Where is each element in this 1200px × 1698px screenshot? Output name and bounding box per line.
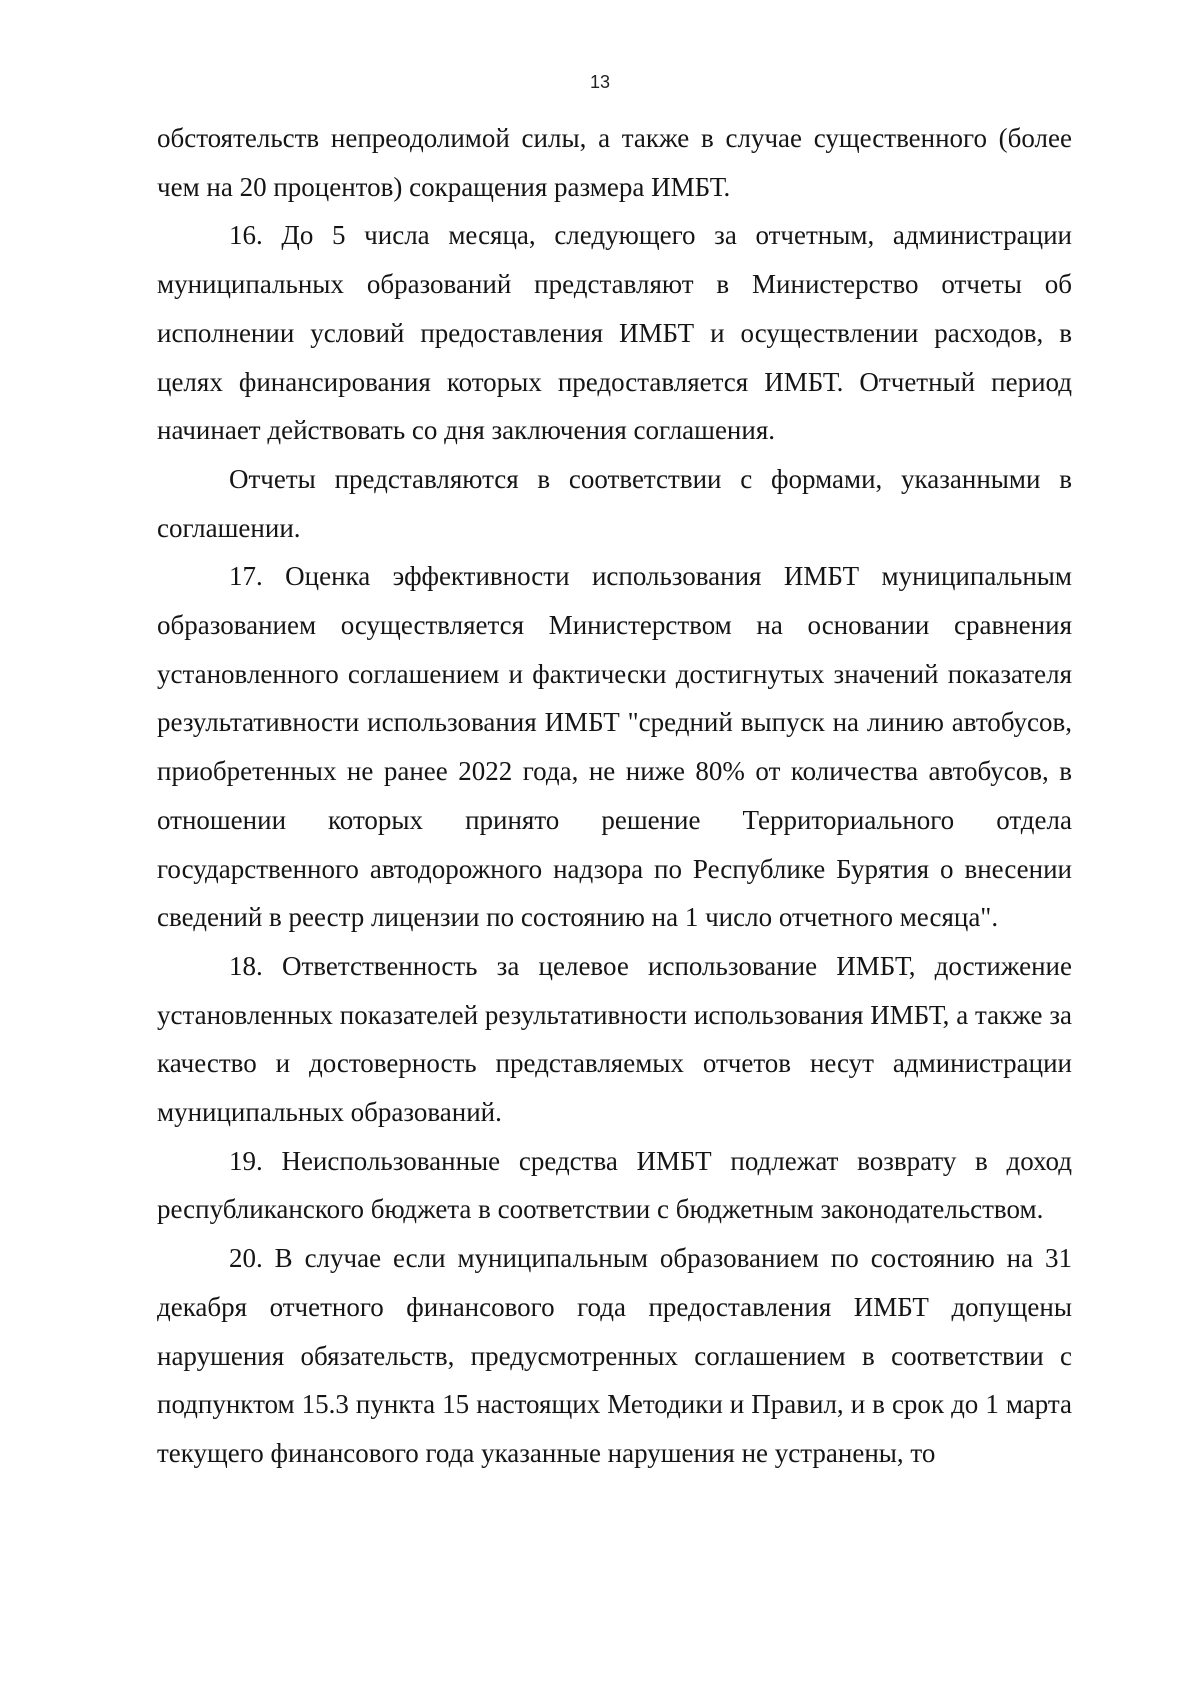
paragraph-item-16-reports: Отчеты представляются в соответствии с формами, указанными в соглашении. (157, 463, 1072, 543)
document-body (157, 114, 1072, 1478)
paragraph-continuation: обстоятельств непреодолимой силы, а также в случае существенного (более чем на 20 процентов) сокращения размера ИМБТ. (157, 123, 1072, 202)
paragraph-item-20: 20. В случае если муниципальным образованием по состоянию на 31 декабря отчетного финансового года предоставления ИМБТ допущены нарушения обязательств, предусмотренных соглашением в соответствии с подпунктом 15.3 пункта 15 настоящих Методики и Правил, и в срок до 1 марта текущего финансового года указанные нарушения не устранены, то (157, 1243, 1072, 1468)
paragraph-item-19: 19. Неиспользованные средства ИМБТ подлежат возврату в доход республиканского бюджета в соответствии с бюджетным законодательством. (157, 1145, 1072, 1225)
paragraph-item-16: 16. До 5 числа месяца, следующего за отчетным, администрации муниципальных образований представляют в Министерство отчеты об исполнении условий предоставления ИМБТ и осуществлении расходов, в целях финансирования которых предоставляется ИМБТ. Отчетный период начинает действовать со дня заключения соглашения. (157, 220, 1072, 446)
paragraph-item-17: 17. Оценка эффективности использования ИМБТ муниципальным образованием осуществляется Министерством на основании сравнения установленного соглашением и фактически достигнутых значений показателя результативности использования ИМБТ "средний выпуск на линию автобусов, приобретенных не ранее 2022 года, не ниже 80% от количества автобусов, в отношении которых принято решение Территориального отдела государственного автодорожного надзора по Республике Бурятия о внесении сведений в реестр лицензии по состоянию на 1 число отчетного месяца". (157, 561, 1072, 933)
paragraph-item-18: 18. Ответственность за целевое использование ИМБТ, достижение установленных показателей результативности использования ИМБТ, а также за качество и достоверность представляемых отчетов несут администрации муниципальных образований. (157, 950, 1072, 1128)
page-number: 13 (589, 72, 611, 92)
